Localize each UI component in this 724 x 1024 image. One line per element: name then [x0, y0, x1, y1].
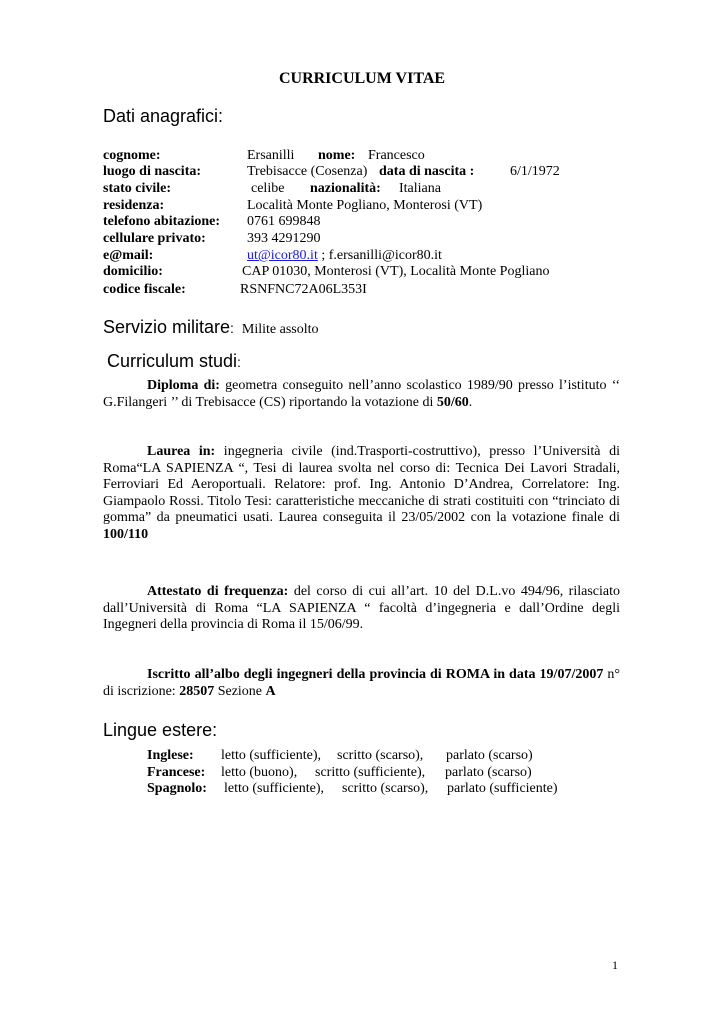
email-secondary: ; f.ersanilli@icor80.it: [317, 248, 442, 263]
domicilio-value: CAP 01030, Monterosi (VT), Località Monte Pogliano: [242, 264, 550, 279]
laurea-grade: 100/110: [103, 526, 149, 542]
telefono-value: 0761 699848: [247, 214, 321, 229]
language-scritto: scritto (scarso),: [342, 781, 429, 796]
nazionalita-label: nazionalità:: [310, 181, 381, 196]
luogo-value: Trebisacce (Cosenza): [247, 164, 368, 179]
laurea-text: ingegneria civile (ind.Trasporti-costruttivo), presso l’Università di Roma“LA SAPIENZA “, Tesi di laurea svolta nel corso di: Tecnica Dei Lavori Stradali, Ferroviari Ed Aeroportuali. Relatore: prof. Ing. Antonio D’Andrea, Correlatore: Ing. Giampaolo Rossi. Titolo Tesi: caratteristiche meccaniche di strati costituiti con “trinciato di gomma” da pneumatici usati. Laurea conseguita il 23/05/2002 con la votazione finale di: [103, 444, 620, 526]
email-label: e@mail:: [103, 248, 154, 263]
nome-label: nome:: [318, 148, 356, 163]
nome-value: Francesco: [368, 148, 425, 163]
email-link[interactable]: ut@icor80.it: [247, 248, 318, 263]
domicilio-label: domicilio:: [103, 264, 163, 279]
military-value: Milite assolto: [241, 322, 319, 337]
language-parlato: parlato (scarso): [445, 765, 532, 780]
diploma-text: geometra conseguito nell’anno scolastico 1989/90 presso l’istituto ‘‘ G.Filangeri ’’ di Trebisacce (CS) riportando la votazione di: [103, 378, 620, 410]
residenza-value: Località Monte Pogliano, Monterosi (VT): [247, 198, 483, 213]
cognome-value: Ersanilli: [247, 148, 295, 163]
page-number: 1: [612, 958, 618, 972]
section-heading-military: Servizio militare: [103, 317, 231, 337]
residenza-label: residenza:: [103, 198, 165, 213]
attestato-paragraph: [103, 584, 620, 634]
albo-text: Iscritto all’albo degli ingegneri della provincia di ROMA in data 19/07/2007: [147, 667, 604, 682]
cellulare-label: cellulare privato:: [103, 231, 206, 246]
page-title: CURRICULUM VITAE: [278, 70, 446, 87]
studies-colon: :: [237, 354, 241, 370]
albo-mid: Sezione: [214, 683, 266, 699]
diploma-paragraph: [103, 378, 620, 411]
section-heading-studies: Curriculum studi: [107, 351, 238, 371]
laurea-paragraph: [103, 444, 620, 544]
cellulare-value: 393 4291290: [247, 231, 321, 246]
diploma-end: .: [468, 394, 473, 410]
language-name: Francese:: [147, 765, 206, 780]
albo-number: 28507: [179, 683, 215, 699]
language-scritto: scritto (sufficiente),: [315, 765, 426, 780]
language-letto: letto (buono),: [221, 765, 298, 780]
albo-prefix: n° di iscrizione:: [103, 667, 620, 699]
data-nascita-label: data di nascita :: [379, 164, 475, 179]
language-letto: letto (sufficiente),: [221, 748, 322, 763]
military-section: [103, 317, 319, 338]
language-name: Inglese:: [147, 748, 194, 763]
section-heading-languages: Lingue estere:: [103, 720, 218, 740]
language-scritto: scritto (scarso),: [337, 748, 424, 763]
attestato-text: del corso di cui all’art. 10 del D.L.vo 494/96, rilasciato dall’Università di Roma “LA SAPIENZA “ facoltà d’ingegneria e dall’Ordine degli Ingegneri della provincia di Roma il 15/06/99.: [103, 584, 620, 633]
studies-heading-row: [107, 351, 241, 372]
data-nascita-value: 6/1/1972: [510, 164, 560, 179]
attestato-label: Attestato di frequenza:: [147, 584, 289, 599]
stato-civile-value: celibe: [251, 181, 285, 196]
section-heading-personal: Dati anagrafici:: [103, 106, 224, 126]
nazionalita-value: Italiana: [399, 181, 441, 196]
codice-fiscale-value: RSNFNC72A06L353I: [240, 282, 367, 297]
stato-civile-label: stato civile:: [103, 181, 172, 196]
military-colon: :: [230, 320, 234, 336]
telefono-label: telefono abitazione:: [103, 214, 221, 229]
language-row: [147, 764, 532, 781]
language-name: Spagnolo:: [147, 781, 207, 796]
luogo-label: luogo di nascita:: [103, 164, 202, 179]
language-letto: letto (sufficiente),: [224, 781, 325, 796]
laurea-label: Laurea in:: [147, 444, 216, 459]
language-parlato: parlato (sufficiente): [447, 781, 558, 796]
cognome-label: cognome:: [103, 148, 161, 163]
email-value: [247, 247, 442, 264]
diploma-grade: 50/60: [436, 394, 469, 410]
diploma-label: Diploma di:: [147, 378, 220, 393]
albo-section: A: [265, 683, 276, 699]
language-row: [147, 747, 533, 764]
language-row: [147, 780, 558, 797]
albo-paragraph: [103, 667, 620, 700]
codice-fiscale-label: codice fiscale:: [103, 282, 186, 297]
language-parlato: parlato (scarso): [446, 748, 533, 763]
